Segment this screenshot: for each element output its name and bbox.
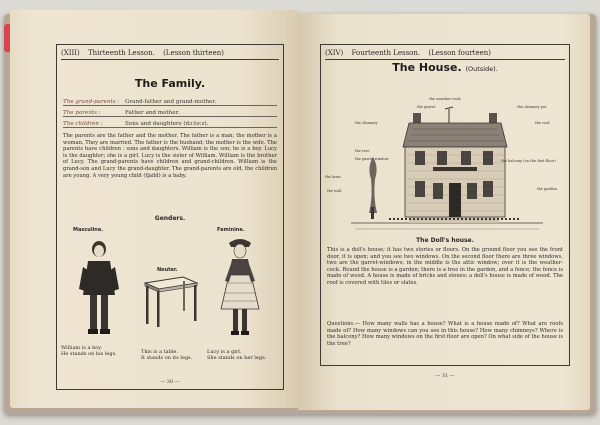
lesson-subtitle: (Lesson thirteen) bbox=[163, 49, 224, 57]
lesson-number: (XIII) bbox=[61, 49, 80, 57]
label-wall: the wall bbox=[327, 189, 342, 193]
feminine-label: Feminine. bbox=[217, 227, 245, 233]
lesson-header bbox=[61, 49, 279, 60]
feminine-caption bbox=[207, 349, 266, 361]
page-title: The Family. bbox=[134, 77, 206, 90]
table-row bbox=[63, 106, 277, 117]
label-lawn: the lawn bbox=[325, 175, 341, 179]
label-weather-cock: the weather-cock bbox=[429, 97, 461, 101]
table-value: Sons and daughters (dɔ:tə:z). bbox=[125, 121, 209, 127]
table-key: The grand-parents : bbox=[63, 99, 120, 105]
label-garden: the garden bbox=[537, 187, 557, 191]
section-heading: The Doll's house. bbox=[416, 237, 474, 244]
right-page-frame bbox=[320, 44, 570, 379]
caption-line: William is a boy. bbox=[61, 345, 103, 351]
label-roof: the roof bbox=[535, 121, 550, 125]
caption-line: She stands on her legs. bbox=[207, 355, 267, 362]
table-key: The children : bbox=[63, 121, 103, 127]
masculine-caption bbox=[61, 345, 117, 357]
lesson-title: Fourteenth Lesson. bbox=[351, 49, 421, 57]
doll-house-paragraph: This is a doll's house; it has two stories or floors. On the ground floor you see the front door, it is open; and you see two windows. On the second floor there are three windows, two are the garret-windows; in the middle is the attic window; over it is the weather-cock. Round the house is a garden; there is a tree in the garden, and a fence; the fence is made of wood. A house is made of bricks and stones; a doll's house is made of wood. The roof is covered with tiles or slates. bbox=[327, 247, 563, 286]
page-title-note: (Outside). bbox=[465, 65, 498, 73]
page-title bbox=[321, 61, 569, 74]
label-chimney-pot: the chimney-pot bbox=[517, 105, 547, 109]
label-garret: the garret bbox=[417, 105, 436, 109]
family-paragraph: The parents are the father and the mother. The father is a man; the mother is a woman. They are married. The father is the husband; the mother is the wife. The parents have children : sons and daughters. William is the son; he is a boy. Lucy is the daughter; she is a girl. Lucy is the sister of William. William is the brother of Lucy. The grand-parents have children and grand-children. William is the grand-son and Lucy the grand-daughter. The grand-parents are old, the children are young. A very young child (tʃaild) is a baby. bbox=[63, 133, 277, 179]
table-value: Grand-father and grand-mother. bbox=[125, 99, 217, 105]
table-illustration bbox=[143, 275, 199, 329]
label-chimney: the chimney bbox=[355, 121, 378, 125]
table-row bbox=[63, 117, 277, 128]
caption-line: It stands on its legs. bbox=[141, 355, 193, 362]
girl-illustration bbox=[217, 237, 263, 341]
neuter-label: Neuter. bbox=[157, 267, 178, 273]
page-title-text: The House. bbox=[392, 61, 462, 74]
lesson-title: Thirteenth Lesson. bbox=[87, 49, 155, 57]
label-tree: the tree bbox=[355, 149, 370, 153]
neuter-caption bbox=[141, 349, 192, 361]
boy-illustration bbox=[77, 237, 121, 341]
right-page bbox=[298, 14, 590, 410]
table-row bbox=[63, 95, 277, 106]
caption-line: He stands on his legs. bbox=[61, 351, 117, 358]
table-key: The parents : bbox=[63, 110, 101, 116]
page-number: — 30 — bbox=[160, 379, 180, 385]
lesson-subtitle: (Lesson fourteen) bbox=[428, 49, 492, 57]
page-number: — 31 — bbox=[435, 373, 455, 379]
label-garret-window: the garret window bbox=[355, 157, 389, 161]
table-value: Father and mother. bbox=[125, 110, 180, 116]
genders-heading: Genders. bbox=[154, 215, 186, 222]
left-page-frame bbox=[56, 44, 284, 390]
caption-line: This is a table. bbox=[141, 349, 178, 355]
lesson-header bbox=[325, 49, 565, 60]
questions-paragraph: Questions.— How many walls has a house? What is a house made of? What are roofs made of? How many windows can you see in this house? How many chimneys? Where is the balcony? How many windows on the first floor are open? On what side of the house is the tree? bbox=[327, 321, 563, 347]
masculine-label: Masculine. bbox=[73, 227, 104, 233]
lesson-number: (XIV) bbox=[325, 49, 344, 57]
left-page bbox=[10, 10, 298, 408]
label-balcony: the balcony (on the first floor) bbox=[501, 159, 556, 163]
caption-line: Lucy is a girl. bbox=[207, 349, 242, 355]
family-table bbox=[63, 95, 277, 128]
